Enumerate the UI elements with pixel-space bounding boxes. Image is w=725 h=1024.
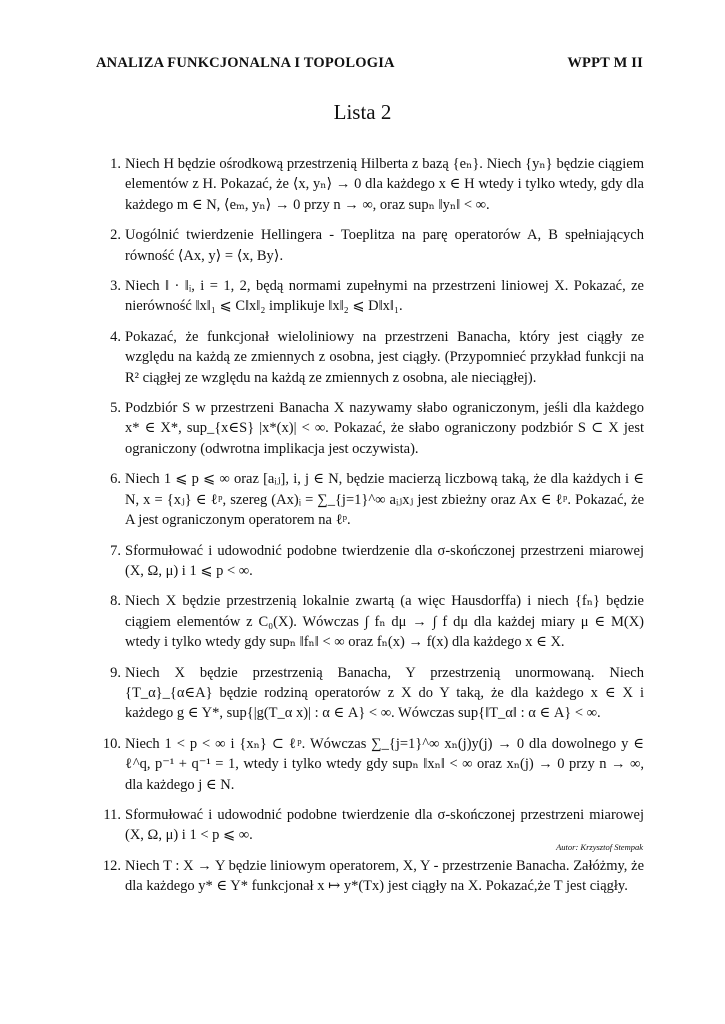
course-title: ANALIZA FUNKCJONALNA I TOPOLOGIA	[96, 55, 395, 71]
problem-item	[96, 591, 644, 652]
problem-number: 3.	[110, 278, 121, 295]
problem-text: Niech T : X → Y będzie liniowym operatorem, X, Y - przestrzenie Banacha. Załóżmy, że dla każdego y* ∈ Y* funkcjonał x ↦ y*(Tx) jest ciągły na X. Pokazać,że T jest ciągły.	[125, 857, 644, 895]
page-header	[96, 55, 643, 72]
problem-number: 5.	[110, 400, 121, 417]
problem-item	[96, 541, 644, 582]
problem-text: Pokazać, że funkcjonał wieloliniowy na przestrzeni Banacha, który jest ciągły ze względu na każdą ze zmiennych z osobna, jest ciągły. (Przypomnieć przykład funkcji na R² ciągłej ze względu na każdą ze zmiennych z osobna, ale nieciągłej).	[125, 328, 644, 386]
problem-text: Niech X będzie przestrzenią Banacha, Y przestrzenią unormowaną. Niech {T_α}_{α∈A} będzie rodziną operatorów z X do Y taką, że dla każdego x ∈ X i każdego g ∈ Y*, sup{|g(T_α x)| : α ∈ A} < ∞. Wówczas sup{‖T_α‖ : α ∈ A} < ∞.	[125, 664, 644, 722]
problem-number: 4.	[110, 328, 121, 345]
problem-item	[96, 276, 644, 317]
problem-number: 8.	[110, 593, 121, 610]
problem-text: Sformułować i udowodnić podobne twierdzenie dla σ-skończonej przestrzeni miarowej (X, Ω, μ) i 1 < p ⩽ ∞.	[125, 806, 644, 844]
problem-text: Niech X będzie przestrzenią lokalnie zwartą (a więc Hausdorffa) i niech {fₙ} będzie ciągiem elementów z C₀(X). Wówczas ∫ fₙ dμ → ∫ f dμ dla każdej miary μ ∈ M(X) wtedy i tylko wtedy gdy supₙ ‖fₙ‖ < ∞ oraz fₙ(x) → f(x) dla każdego x ∈ X.	[125, 593, 644, 651]
problem-text: Niech 1 ⩽ p ⩽ ∞ oraz [aᵢⱼ], i, j ∈ N, będzie macierzą liczbową taką, że dla każdych i ∈ N, x = {xⱼ} ∈ ℓᵖ, szereg (Ax)ᵢ = ∑_{j=1}^∞ aᵢⱼxⱼ jest zbieżny oraz Ax ∈ ℓᵖ. Pokazać, że A jest ograniczonym operatorem na ℓᵖ.	[125, 471, 644, 529]
problem-text: Niech 1 < p < ∞ i {xₙ} ⊂ ℓᵖ. Wówczas ∑_{j=1}^∞ xₙ(j)y(j) → 0 dla dowolnego y ∈ ℓ^q, p⁻¹ + q⁻¹ = 1, wtedy i tylko wtedy gdy supₙ ‖xₙ‖ < ∞ oraz xₙ(j) → 0 przy n → ∞, dla każdego j ∈ N.	[125, 735, 644, 793]
problem-item	[96, 154, 644, 215]
problem-item	[96, 225, 644, 266]
problem-item	[96, 856, 644, 897]
problem-number: 10.	[102, 735, 121, 752]
problem-item	[96, 805, 644, 846]
problem-number: 6.	[110, 471, 121, 488]
problem-text: Niech H będzie ośrodkową przestrzenią Hilberta z bazą {eₙ}. Niech {yₙ} będzie ciągiem elementów z H. Pokazać, że ⟨x, yₙ⟩ → 0 dla każdego x ∈ H wtedy i tylko wtedy, gdy dla każdego m ∈ N, ⟨eₘ, yₙ⟩ → 0 przy n → ∞, oraz supₙ ‖yₙ‖ < ∞.	[125, 156, 644, 213]
problem-number: 9.	[110, 664, 121, 681]
course-code: WPPT M II	[567, 55, 643, 71]
problem-item	[96, 327, 644, 388]
problem-item	[96, 469, 644, 530]
author-credit: Autor: Krzysztof Stempak	[556, 842, 643, 852]
problem-number: 7.	[110, 542, 121, 559]
problem-text: Niech ‖ · ‖ᵢ, i = 1, 2, będą normami zupełnymi na przestrzeni liniowej X. Pokazać, ze nierówność ‖x‖₁ ⩽ C‖x‖₂ implikuje ‖x‖₂ ⩽ D‖x‖₁.	[125, 278, 644, 315]
page-title: Lista 2	[333, 100, 392, 124]
problem-text: Uogólnić twierdzenie Hellingera - Toeplitza na parę operatorów A, B spełniających równość ⟨Ax, y⟩ = ⟨x, By⟩.	[125, 227, 644, 264]
problem-number: 1.	[110, 156, 121, 172]
problem-number: 12.	[102, 857, 121, 874]
problem-text: Sformułować i udowodnić podobne twierdzenie dla σ-skończonej przestrzeni miarowej (X, Ω, μ) i 1 ⩽ p < ∞.	[125, 542, 644, 579]
problem-item	[96, 663, 644, 724]
problem-item	[96, 734, 644, 795]
problem-number: 2.	[110, 227, 121, 244]
problem-number: 11.	[103, 806, 121, 823]
problem-list	[96, 154, 644, 907]
problem-item	[96, 398, 644, 459]
problem-text: Podzbiór S w przestrzeni Banacha X nazywamy słabo ograniczonym, jeśli dla każdego x* ∈ X*, sup_{x∈S} |x*(x)| < ∞. Pokazać, że słabo ograniczony podzbiór S ⊂ X jest ograniczony (odwrotna implikacja jest oczywista).	[125, 400, 644, 457]
